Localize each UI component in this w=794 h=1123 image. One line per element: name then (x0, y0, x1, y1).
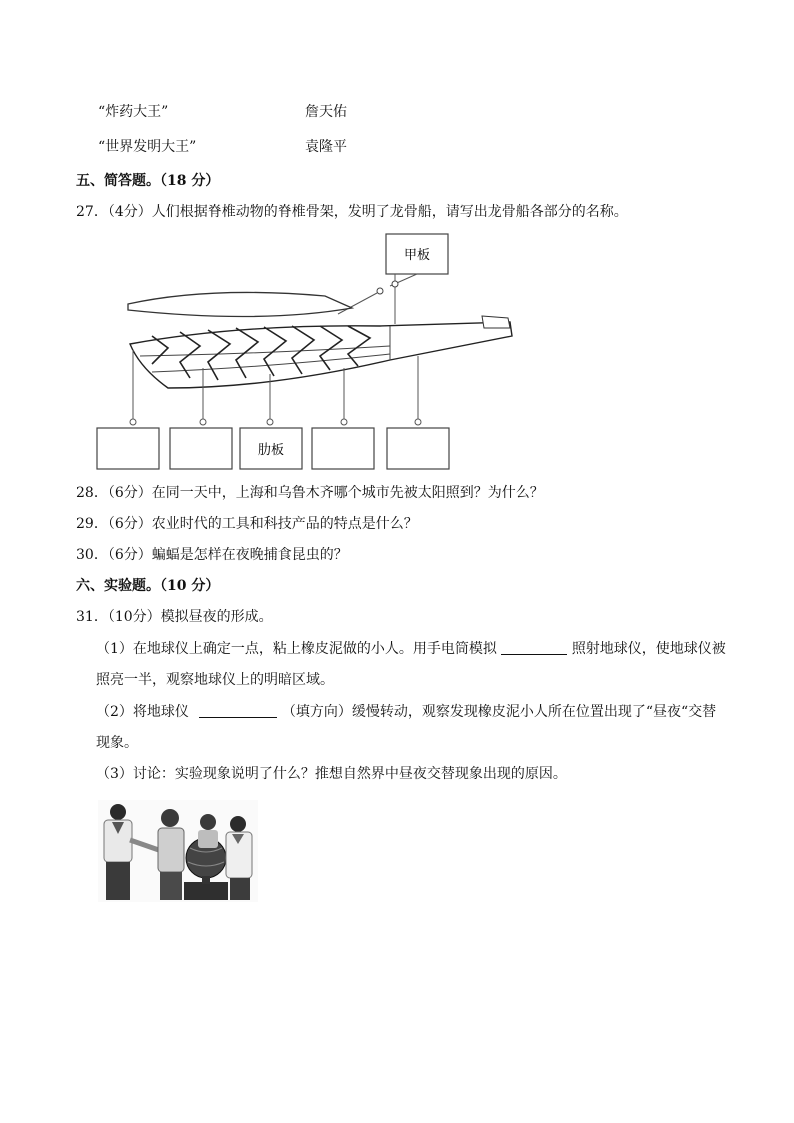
question-27: 27．（4分）人们根据脊椎动物的脊椎骨架，发明了龙骨船，请写出龙骨船各部分的名称。 (76, 204, 628, 220)
answer-blank-2[interactable] (199, 703, 277, 718)
q31-part1-line2: 照亮一半，观察地球仪上的明暗区域。 (96, 672, 334, 688)
answer-blank-1[interactable] (501, 640, 567, 655)
question-28: 28．（6分）在同一天中，上海和乌鲁木齐哪个城市先被太阳照到？为什么？ (76, 485, 544, 501)
answer-box-4[interactable] (312, 428, 374, 469)
question-31: 31．（10分）模拟昼夜的形成。 (76, 609, 273, 625)
deck-label: 甲板 (403, 248, 431, 263)
match-right-2: 袁隆平 (305, 139, 347, 155)
match-left-2: “世界发明大王” (98, 139, 197, 155)
answer-box-1[interactable] (97, 428, 159, 469)
question-30: 30．（6分）蝙蝠是怎样在夜晚捕食昆虫的？ (76, 547, 348, 563)
question-29: 29．（6分）农业时代的工具和科技产品的特点是什么？ (76, 516, 418, 532)
keel-boat-diagram (90, 228, 530, 474)
rib-label: 肋板 (257, 443, 285, 458)
section-title-experiment: 六、实验题。（10 分） (76, 578, 220, 594)
q31-part1-text-b: 照射地球仪，使地球仪被 (571, 641, 726, 657)
q31-part2-text-b: （填方向）缓慢转动，观察发现橡皮泥小人所在位置出现了“昼夜“交替 (281, 704, 717, 720)
q31-part2-line1 (96, 702, 716, 722)
section-title-short-answer: 五、简答题。（18 分） (76, 173, 220, 189)
q31-part1-line1 (96, 639, 726, 659)
answer-box-2[interactable] (170, 428, 232, 469)
q31-part1-text-a: （1）在地球仪上确定一点，粘上橡皮泥做的小人。用手电筒模拟 (96, 641, 497, 657)
match-left-1: “炸药大王” (98, 104, 169, 120)
match-right-1: 詹天佑 (305, 104, 347, 120)
answer-box-5[interactable] (387, 428, 449, 469)
q31-part2-line2: 现象。 (96, 735, 138, 751)
q31-part2-text-a: （2）将地球仪 (96, 704, 189, 720)
q31-part3: （3）讨论：实验现象说明了什么？推想自然界中昼夜交替现象出现的原因。 (96, 766, 567, 782)
students-globe-photo (98, 800, 258, 902)
